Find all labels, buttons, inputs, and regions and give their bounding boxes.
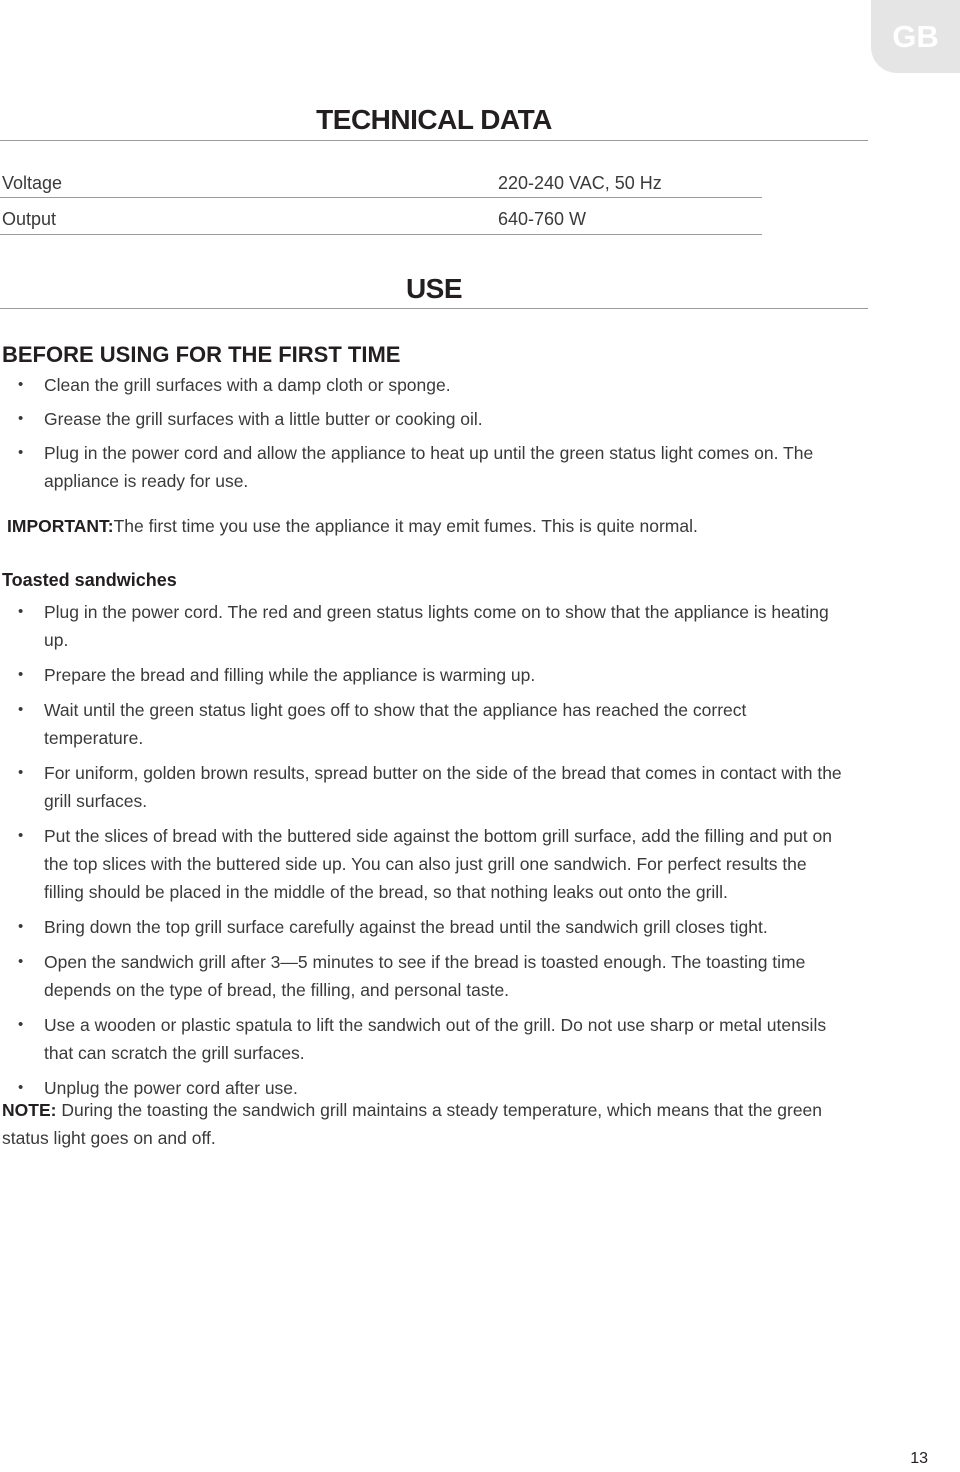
spec-label-output: Output: [2, 209, 57, 229]
list-item: • Bring down the top grill surface carefully against the bread until the sandwich grill closes tight.: [0, 913, 850, 941]
list-item: • Use a wooden or plastic spatula to lift the sandwich out of the grill. Do not use sharp or metal utensils that can scratch the grill surfaces.: [0, 1011, 850, 1067]
note-paragraph: [2, 1096, 872, 1152]
title-divider: [0, 308, 868, 309]
spec-value-voltage: 220-240 VAC, 50 Hz: [498, 173, 662, 193]
use-title: USE: [405, 273, 463, 304]
note-label: NOTE:: [2, 1100, 57, 1120]
list-item: • Unplug the power cord after use.: [0, 1074, 850, 1102]
list-item: • Grease the grill surfaces with a little butter or cooking oil.: [0, 405, 860, 433]
list-item: • Plug in the power cord. The red and green status lights come on to show that the appliance is heating up.: [0, 598, 850, 654]
spec-divider: [0, 197, 762, 198]
important-note: [7, 512, 867, 540]
list-item: • Put the slices of bread with the buttered side against the bottom grill surface, add the filling and put on the top slices with the buttered side up. You can also just grill one sandwich. For perfect results the filling should be placed in the middle of the bread, so that nothing leaks out onto the grill.: [0, 822, 850, 906]
toasted-sandwiches-heading: Toasted sandwiches: [2, 570, 177, 590]
title-divider: [0, 140, 868, 141]
toasted-sandwiches-list: [0, 598, 850, 1109]
spec-label-voltage: Voltage: [2, 173, 63, 193]
first-time-list: [0, 371, 860, 502]
spec-divider: [0, 234, 762, 235]
list-item: • Open the sandwich grill after 3—5 minutes to see if the bread is toasted enough. The toasting time depends on the type of bread, the filling, and personal taste.: [0, 948, 850, 1004]
list-item: • Clean the grill surfaces with a damp cloth or sponge.: [0, 371, 860, 399]
technical-data-title: TECHNICAL DATA: [316, 104, 552, 135]
spec-value-output: 640-760 W: [498, 209, 587, 229]
list-item: • Prepare the bread and filling while the appliance is warming up.: [0, 661, 850, 689]
list-item: • For uniform, golden brown results, spread butter on the side of the bread that comes in contact with the grill surfaces.: [0, 759, 850, 815]
important-text: The first time you use the appliance it may emit fumes. This is quite normal.: [113, 516, 698, 536]
first-time-heading: BEFORE USING FOR THE FIRST TIME: [2, 342, 401, 367]
important-label: IMPORTANT:: [7, 516, 114, 536]
note-text: During the toasting the sandwich grill maintains a steady temperature, which means that the green status light goes on and off.: [2, 1100, 823, 1148]
list-item: • Plug in the power cord and allow the appliance to heat up until the green status light comes on. The appliance is ready for use.: [0, 439, 860, 495]
page-number: 13: [910, 1450, 928, 1467]
list-item: • Wait until the green status light goes off to show that the appliance has reached the correct temperature.: [0, 696, 850, 752]
language-tab: GB: [871, 0, 960, 73]
